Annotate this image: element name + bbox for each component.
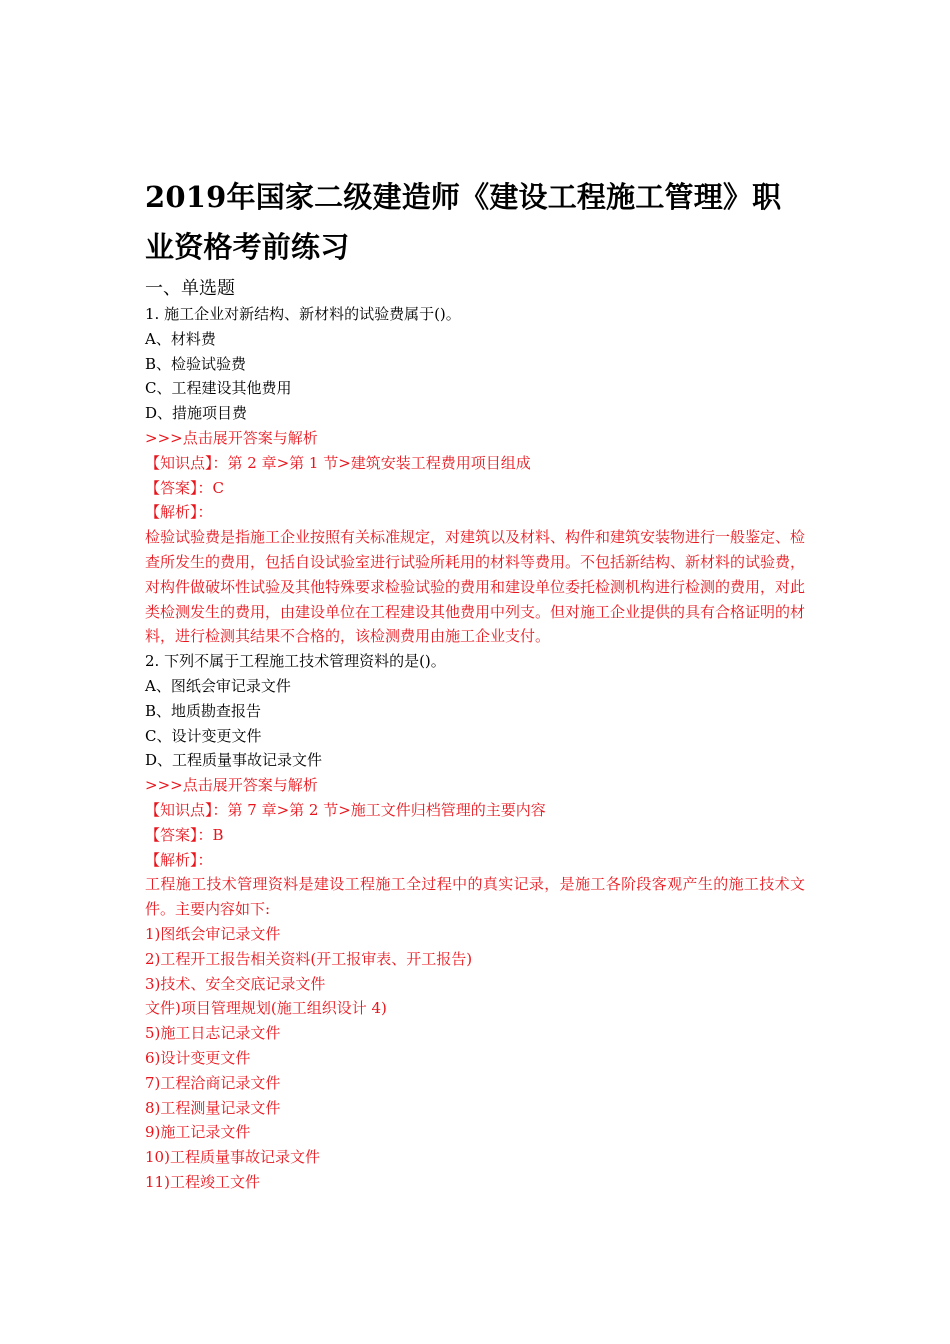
analysis-item: 9)施工记录文件 [145,1123,251,1142]
analysis-item: 文件)项目管理规划(施工组织设计 4) [145,999,387,1018]
analysis-item: 2)工程开工报告相关资料(开工报审表、开工报告) [145,949,473,968]
analysis-item: 3)技术、安全交底记录文件 [145,974,326,993]
document-title: 2019年国家二级建造师《建设工程施工管理》职业资格考前练习 [145,180,782,264]
analysis-item: 1)图纸会审记录文件 [145,924,281,943]
answer: 【答案】：B [145,825,224,844]
option-c: C、设计变更文件 [145,726,262,745]
expand-answer-link[interactable]: >>>点击展开答案与解析 [145,776,318,795]
question-stem: 2. 下列不属于工程施工技术管理资料的是()。 [145,652,446,671]
analysis-label: 【解析】： [145,850,213,869]
analysis-item: 6)设计变更文件 [145,1048,251,1067]
analysis-label: 【解析】： [145,503,213,522]
analysis-item: 5)施工日志记录文件 [145,1024,281,1043]
expand-answer-link[interactable]: >>>点击展开答案与解析 [145,428,318,447]
question-stem: 1. 施工企业对新结构、新材料的试验费属于()。 [145,305,461,323]
option-d: D、措施项目费 [145,404,248,423]
option-c: C、工程建设其他费用 [145,379,292,398]
analysis-text: 检验试验费是指施工企业按照有关标准规定，对建筑以及材料、构件和建筑安装物进行一般鉴定、检查所发生的费用，包括自设试验室进行试验所耗用的材料等费用。不包括新结构、新材料的试验费，对构件做破坏性试验及其他特殊要求检验试验的费用和建设单位委托检测机构进行检测的费用，对此类检测发生的费用，由建设单位在工程建设其他费用中列支。但对施工企业提供的具有合格证明的材料，进行检测其结果不合格的，该检测费用由施工企业支付。 [145,528,806,646]
analysis-item: 8)工程测量记录文件 [145,1098,281,1117]
knowledge-point: 【知识点】：第 2 章>第 1 节>建筑安装工程费用项目组成 [145,453,531,472]
knowledge-point: 【知识点】：第 7 章>第 2 节>施工文件归档管理的主要内容 [145,800,546,819]
analysis-text: 工程施工技术管理资料是建设工程施工全过程中的真实记录，是施工各阶段客观产生的施工技术文件。主要内容如下: [145,875,805,919]
option-a: A、图纸会审记录文件 [145,676,291,695]
answer: 【答案】：C [145,478,224,497]
option-d: D、工程质量事故记录文件 [145,751,323,770]
option-a: A、材料费 [145,329,216,348]
analysis-item: 7)工程洽商记录文件 [145,1073,281,1092]
analysis-item: 11)工程竣工文件 [145,1172,260,1191]
option-b: B、检验试验费 [145,354,247,373]
option-b: B、地质勘查报告 [145,701,262,720]
document-content [145,172,805,1195]
analysis-item: 10)工程质量事故记录文件 [145,1148,320,1167]
question-block [145,649,805,1195]
question-block [145,302,805,649]
section-heading: 一、单选题 [145,278,235,299]
